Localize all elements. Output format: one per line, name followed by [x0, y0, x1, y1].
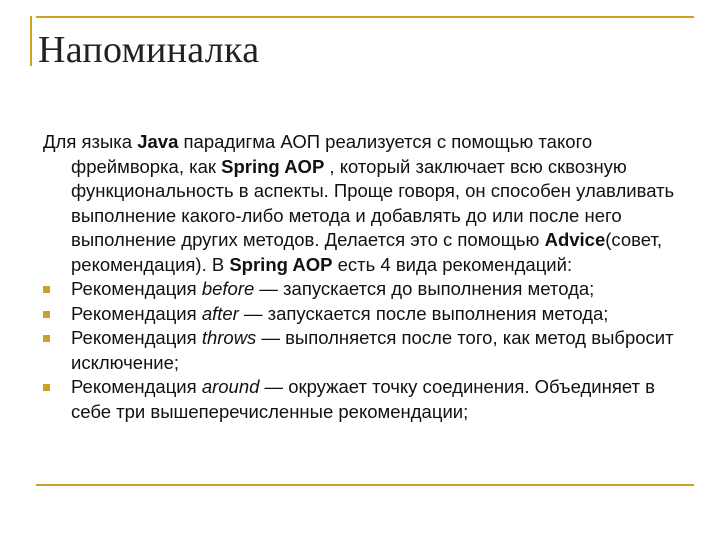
bullet-term: around	[201, 376, 260, 397]
bullet-suffix: — окружает точку соединения. Объединяет в себе три вышеперечисленные рекомендации;	[71, 376, 655, 422]
intro-bold-advice: Advice	[544, 229, 606, 250]
intro-bold-java: Java	[137, 131, 179, 152]
square-bullet-icon	[43, 384, 50, 391]
intro-text-2: парадигма АОП реализуется с помощью такого фреймворка, как	[71, 131, 593, 177]
left-divider	[30, 16, 32, 66]
intro-bold-spring-aop: Spring AOP	[221, 155, 325, 177]
intro-text-1: Для языка	[43, 131, 138, 152]
square-bullet-icon	[43, 286, 50, 293]
list-item	[43, 375, 693, 424]
bullet-suffix: — выполняется после того, как метод выбросит исключение;	[71, 327, 674, 373]
bullet-term: throws	[201, 327, 257, 348]
bullet-prefix: Рекомендация	[71, 327, 202, 348]
bullet-suffix: — запускается после выполнения метода;	[238, 302, 609, 324]
square-bullet-icon	[43, 335, 50, 342]
intro-text-4: (совет, рекомендация). В	[71, 229, 663, 275]
page-title: Напоминалка	[38, 29, 260, 71]
intro-bold-spring-aop-2: Spring AOP	[229, 253, 333, 275]
bullet-term: before	[201, 278, 255, 299]
intro-text-5: есть 4 вида рекомендаций:	[332, 253, 573, 275]
intro-paragraph	[43, 130, 693, 277]
intro-text-3: , который заключает всю сквозную функциональность в аспекты. Проще говоря, он способен улавливать выполнение какого-либо метода и добавлять до или после него выполнение других методов. Делается это с помощью	[71, 155, 675, 250]
bullet-prefix: Рекомендация	[71, 376, 202, 397]
bullet-prefix: Рекомендация	[71, 302, 202, 324]
advice-list	[43, 277, 693, 424]
bullet-suffix: — запускается до выполнения метода;	[254, 278, 595, 299]
bottom-divider	[36, 484, 694, 486]
slide-body	[43, 130, 693, 424]
list-item	[43, 326, 693, 375]
list-item	[43, 277, 693, 302]
bullet-prefix: Рекомендация	[71, 278, 202, 299]
bullet-term: after	[201, 302, 239, 324]
list-item	[43, 302, 693, 327]
square-bullet-icon	[43, 311, 50, 318]
top-divider	[36, 16, 694, 18]
